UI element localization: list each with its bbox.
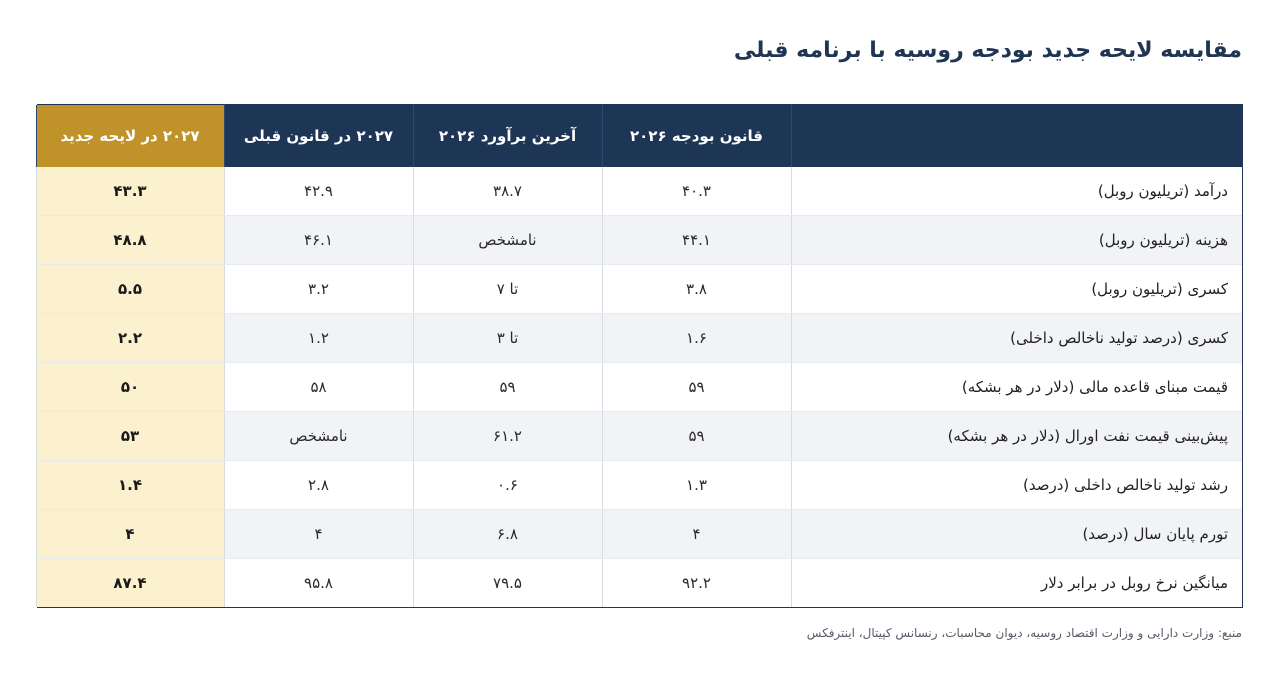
cell-budget-law-2026: ۱.۳ [602, 461, 791, 510]
cell-2027-previous-law: ۲.۸ [224, 461, 413, 510]
table-row [36, 510, 1242, 559]
table-row [36, 559, 1242, 608]
comparison-table [36, 105, 1243, 607]
table-body [36, 167, 1242, 607]
header-budget-law-2026: قانون بودجه ۲۰۲۶ [602, 105, 791, 167]
cell-2027-previous-law: ۴۶.۱ [224, 216, 413, 265]
cell-budget-law-2026: ۵۹ [602, 412, 791, 461]
row-label: تورم پایان سال (درصد) [791, 510, 1242, 559]
row-label: میانگین نرخ روبل در برابر دلار [791, 559, 1242, 608]
cell-2027-new-bill: ۲.۲ [36, 314, 224, 363]
row-label: درآمد (تریلیون روبل) [791, 167, 1242, 216]
row-label: هزینه (تریلیون روبل) [791, 216, 1242, 265]
row-label: کسری (درصد تولید ناخالص داخلی) [791, 314, 1242, 363]
cell-2027-new-bill: ۱.۴ [36, 461, 224, 510]
cell-latest-estimate-2026: نامشخص [413, 216, 602, 265]
cell-2027-previous-law: ۴۲.۹ [224, 167, 413, 216]
table-row [36, 216, 1242, 265]
cell-latest-estimate-2026: تا ۷ [413, 265, 602, 314]
cell-budget-law-2026: ۵۹ [602, 363, 791, 412]
cell-2027-previous-law: نامشخص [224, 412, 413, 461]
cell-2027-new-bill: ۵۳ [36, 412, 224, 461]
cell-latest-estimate-2026: ۶.۸ [413, 510, 602, 559]
header-latest-estimate-2026: آخرین برآورد ۲۰۲۶ [413, 105, 602, 167]
row-label: قیمت مبنای قاعده مالی (دلار در هر بشکه) [791, 363, 1242, 412]
cell-2027-previous-law: ۱.۲ [224, 314, 413, 363]
cell-latest-estimate-2026: ۷۹.۵ [413, 559, 602, 608]
cell-budget-law-2026: ۳.۸ [602, 265, 791, 314]
table-row [36, 363, 1242, 412]
cell-2027-new-bill: ۴۳.۳ [36, 167, 224, 216]
comparison-table-container [37, 104, 1243, 608]
source-note: منبع: وزارت دارایی و وزارت اقتصاد روسیه، دیوان محاسبات، رنسانس کپیتال، اینترفکس [806, 626, 1242, 640]
cell-latest-estimate-2026: ۵۹ [413, 363, 602, 412]
cell-budget-law-2026: ۴۰.۳ [602, 167, 791, 216]
cell-budget-law-2026: ۴۴.۱ [602, 216, 791, 265]
header-2027-new-bill: ۲۰۲۷ در لایحه جدید [36, 105, 224, 167]
cell-2027-previous-law: ۳.۲ [224, 265, 413, 314]
cell-budget-law-2026: ۴ [602, 510, 791, 559]
row-label: رشد تولید ناخالص داخلی (درصد) [791, 461, 1242, 510]
cell-2027-previous-law: ۴ [224, 510, 413, 559]
cell-latest-estimate-2026: ۳۸.۷ [413, 167, 602, 216]
cell-latest-estimate-2026: ۶۱.۲ [413, 412, 602, 461]
cell-2027-previous-law: ۵۸ [224, 363, 413, 412]
page-title: مقایسه لایحه جدید بودجه روسیه با برنامه قبلی [733, 38, 1242, 63]
table-row [36, 167, 1242, 216]
cell-latest-estimate-2026: ۰.۶ [413, 461, 602, 510]
header-2027-previous-law: ۲۰۲۷ در قانون قبلی [224, 105, 413, 167]
cell-2027-new-bill: ۴ [36, 510, 224, 559]
table-row [36, 412, 1242, 461]
cell-2027-new-bill: ۵.۵ [36, 265, 224, 314]
row-label: پیش‌بینی قیمت نفت اورال (دلار در هر بشکه) [791, 412, 1242, 461]
table-header-row [36, 105, 1242, 167]
cell-latest-estimate-2026: تا ۳ [413, 314, 602, 363]
cell-2027-new-bill: ۵۰ [36, 363, 224, 412]
cell-budget-law-2026: ۹۲.۲ [602, 559, 791, 608]
row-label: کسری (تریلیون روبل) [791, 265, 1242, 314]
cell-2027-previous-law: ۹۵.۸ [224, 559, 413, 608]
table-row [36, 265, 1242, 314]
cell-2027-new-bill: ۴۸.۸ [36, 216, 224, 265]
table-row [36, 461, 1242, 510]
header-label-column [791, 105, 1242, 167]
cell-budget-law-2026: ۱.۶ [602, 314, 791, 363]
table-row [36, 314, 1242, 363]
cell-2027-new-bill: ۸۷.۴ [36, 559, 224, 608]
